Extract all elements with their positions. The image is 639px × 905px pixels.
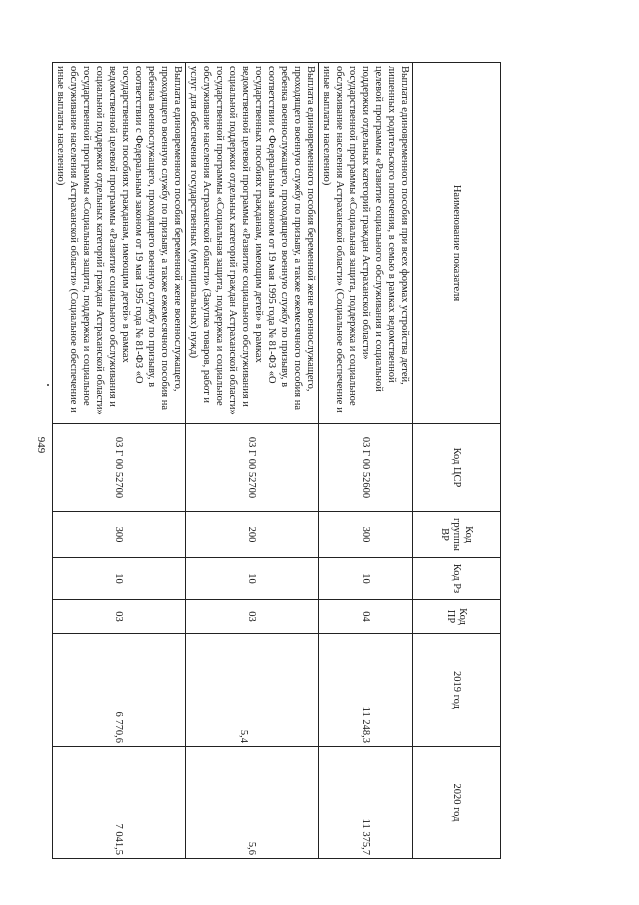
- table-row: [186, 63, 319, 859]
- row-rz-code: 10: [319, 558, 413, 600]
- row-csr-code: 03 Г 00 52700: [186, 424, 319, 512]
- header-row: [413, 63, 501, 859]
- header-csr: Код ЦСР: [413, 424, 501, 512]
- header-2019: 2019 год: [413, 634, 501, 747]
- row-vr-code: 300: [319, 512, 413, 558]
- header-vr: Код группы ВР: [413, 512, 501, 558]
- row-value-2019: 5,4: [186, 634, 319, 747]
- row-pr-code: 04: [319, 600, 413, 634]
- row-vr-code: 200: [186, 512, 319, 558]
- row-pr-code: 03: [53, 600, 186, 634]
- row-description: Выплата единовременного пособия при всех формах устройства детей, лишенных родительского попечения, в семью в рамках ведомственной целевой программы «Развитие социального обслуживания и социальной поддержки отдельных категорий граждан Астраханской области» государственной программы «Социальная защита, поддержка и социальное обслуживание населения Астраханской области» (Социальное обеспечение и иные выплаты населению): [319, 63, 413, 424]
- header-rz: Код Рз: [413, 558, 501, 600]
- row-value-2020: 5,6: [186, 747, 319, 859]
- row-description: Выплата единовременного пособия беременной жене военнослужащего, проходящего военную службу по призыву, а также ежемесячного пособия на ребенка военнослужащего, проходящего военную службу по призыву, в соответствии с Федеральным законом от 19 мая 1995 года № 81-ФЗ «О государственных пособиях гражданам, имеющим детей» в рамках ведомственной целевой программы «Развитие социального обслуживания и социальной поддержки отдельных категорий граждан Астраханской области» государственной программы «Социальная защита, поддержка и социальное обслуживание населения Астраханской области» (Социальное обеспечение и иные выплаты населению): [53, 63, 186, 424]
- row-value-2019: 11 248,3: [319, 634, 413, 747]
- row-description: Выплата единовременного пособия беременной жене военнослужащего, проходящего военную службу по призыву, а также ежемесячного пособия на ребенка военнослужащего, проходящего военную службу по призыву, в соответствии с Федеральным законом от 19 мая 1995 года № 81-ФЗ «О государственных пособиях гражданам, имеющим детей» в рамках ведомственной целевой программы «Развитие социального обслуживания и социальной поддержки отдельных категорий граждан Астраханской области» государственной программы «Социальная защита, поддержка и социальное обслуживание населения Астраханской области» (Закупка товаров, работ и услуг для обеспечения государственных (муниципальных) нужд): [186, 63, 319, 424]
- row-vr-code: 300: [53, 512, 186, 558]
- scan-dot: [47, 384, 49, 386]
- header-name: Наименование показателя: [413, 63, 501, 424]
- row-csr-code: 03 Г 00 52600: [319, 424, 413, 512]
- row-csr-code: 03 Г 00 52700: [53, 424, 186, 512]
- row-rz-code: 10: [53, 558, 186, 600]
- rotated-table-container: [55, 62, 501, 858]
- header-2020: 2020 год: [413, 747, 501, 859]
- page-number: 949: [35, 436, 47, 454]
- header-pr: Код ПР: [413, 600, 501, 634]
- row-value-2020: 11 375,7: [319, 747, 413, 859]
- row-value-2020: 7 041,5: [53, 747, 186, 859]
- table-row: [53, 63, 186, 859]
- budget-table: [52, 62, 501, 859]
- row-value-2019: 6 770,6: [53, 634, 186, 747]
- table-row: [319, 63, 413, 859]
- row-rz-code: 10: [186, 558, 319, 600]
- row-pr-code: 03: [186, 600, 319, 634]
